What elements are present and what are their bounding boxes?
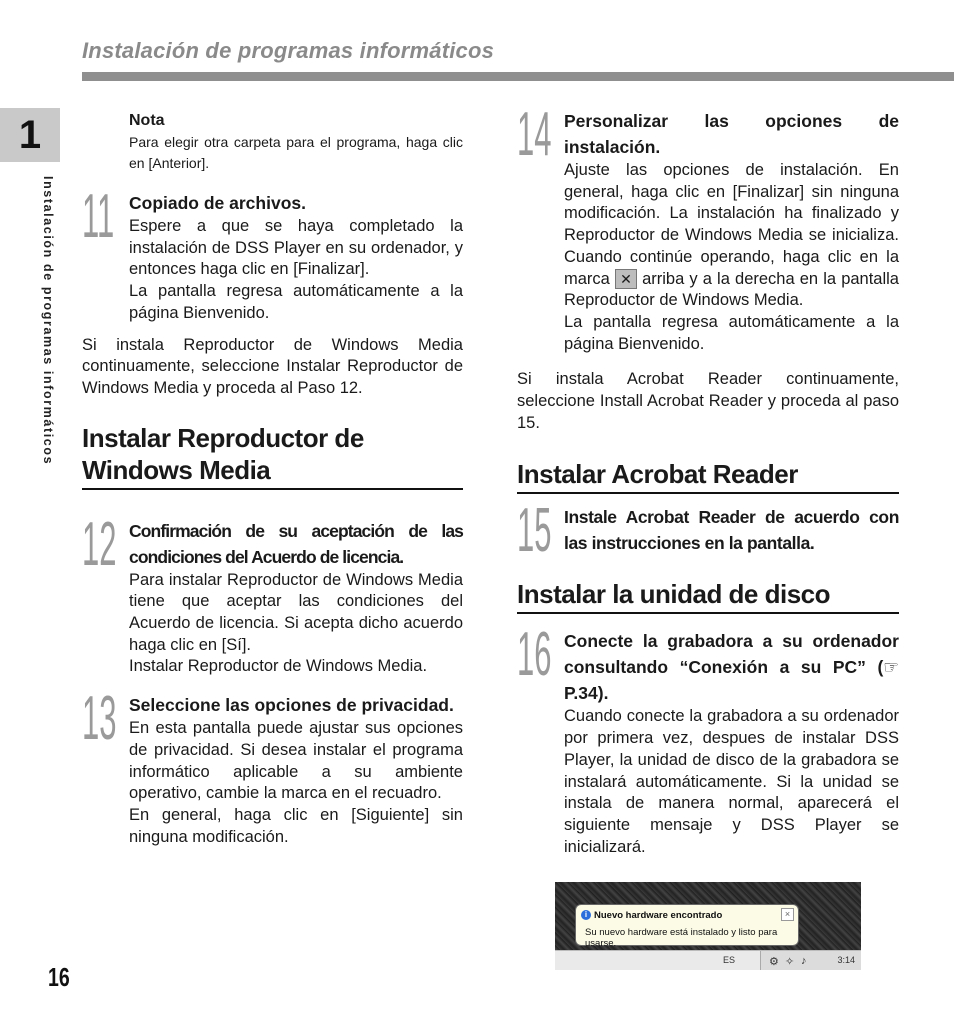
step-text: Para instalar Reproductor de Windows Media tiene que aceptar las condiciones del Acuerdo de licencia. Si acepta dicho acuerdo haga clic en [Sí].: [129, 570, 463, 654]
step-text: En esta pantalla puede ajustar sus opciones de privacidad. Si desea instalar el programa informático aplicable a su ambiente operativo, cambie la marca en el recuadro.: [129, 719, 463, 803]
step-title: Instale Acrobat Reader de acuerdo con las instrucciones en la pantalla.: [564, 507, 899, 554]
note-block: [129, 112, 463, 174]
step-15: [517, 496, 899, 566]
step-text: La pantalla regresa automáticamente a la página Bienvenido.: [129, 282, 463, 322]
right-column: [517, 100, 899, 970]
page-header-title: Instalación de programas informáticos: [82, 38, 495, 63]
clock: 3:14: [837, 955, 855, 966]
step-text: Cuando conecte la grabadora a su ordenador por primera vez, despues de instalar DSS Player, la unidad de disco de la grabadora se instalará automáticamente. Si la unidad se instala de manera normal, aparecerá el siguiente mensaje y DSS Player se inicializará.: [564, 707, 899, 856]
step-16: [517, 620, 899, 858]
step-title: [564, 628, 899, 706]
step-title: Seleccione las opciones de privacidad.: [129, 695, 454, 716]
taskbar: [555, 950, 861, 970]
section-title: Instalar Acrobat Reader: [517, 458, 899, 494]
step-14: [517, 100, 899, 355]
language-indicator: ES: [723, 955, 736, 966]
step-title: Confirmación de su aceptación de las condiciones del Acuerdo de licencia.: [129, 520, 463, 567]
step-number: 15: [517, 496, 552, 566]
step-number: 11: [82, 182, 115, 251]
step-title-part: P.34).: [564, 683, 609, 704]
step-title-part: Conecte la grabadora a su ordenador consultando “Conexión a su PC” (: [564, 631, 899, 678]
hand-pointer-icon: ☞: [883, 657, 899, 678]
network-icon: ✧: [785, 956, 795, 969]
close-x-icon: ✕: [615, 269, 637, 289]
step-title: Copiado de archivos.: [129, 193, 306, 213]
step-text: La pantalla regresa automáticamente a la página Bienvenido.: [564, 312, 899, 353]
step-text-part: Ajuste las opciones de instalación. En general, haga clic en [Finalizar] sin ninguna modificación. La instalación ha finalizado y Reproductor de Windows Media se inicializa. Cuando continúe operando, haga clic en la marca: [564, 161, 899, 288]
volume-icon: ♪: [801, 955, 807, 968]
hardware-icon: ⚙: [769, 956, 779, 969]
left-column: [82, 108, 463, 848]
screenshot-wrapper: [517, 882, 899, 970]
page-number: 16: [48, 962, 70, 992]
section-title: Instalar la unidad de disco: [517, 578, 899, 614]
step-number: 16: [517, 620, 552, 690]
step-11: [82, 182, 463, 325]
paragraph: Si instala Acrobat Reader continuamente, seleccione Install Acrobat Reader y proceda al paso 15.: [517, 370, 899, 432]
taskbar-screenshot: [555, 882, 861, 970]
header-rule: [82, 72, 954, 81]
system-tray: [760, 951, 861, 970]
paragraph: Si instala Reproductor de Windows Media continuamente, seleccione Instalar Reproductor de Windows Media y proceda al Paso 12.: [82, 335, 463, 397]
step-title: Personalizar las opciones de instalación.: [564, 111, 899, 157]
section-title: Instalar Reproductor de Windows Media: [82, 422, 463, 490]
info-icon: i: [581, 910, 591, 920]
chapter-side-label: Instalación de programas informáticos: [41, 176, 55, 466]
step-text: Espere a que se haya completado la instalación de DSS Player en su ordenador, y entonces haga clic en [Finalizar].: [129, 217, 463, 279]
step-text: En general, haga clic en [Siguiente] sin ninguna modificación.: [129, 805, 463, 846]
note-title: Nota: [129, 112, 165, 129]
chapter-number: 1: [18, 112, 42, 157]
step-text: Instalar Reproductor de Windows Media.: [129, 657, 428, 676]
step-13: [82, 684, 463, 848]
step-number: 13: [82, 684, 117, 754]
note-text: Para elegir otra carpeta para el programa, haga clic en [Anterior].: [129, 134, 463, 171]
notification-balloon: [575, 904, 799, 950]
close-icon: ×: [781, 908, 794, 921]
step-text-part: arriba y a la derecha en la pantalla Reproductor de Windows Media.: [564, 269, 899, 310]
chapter-tab: [0, 108, 60, 162]
balloon-text: Su nuevo hardware está instalado y listo para usarse.: [585, 927, 778, 950]
balloon-title: Nuevo hardware encontrado: [594, 910, 723, 922]
step-text: [564, 160, 899, 312]
step-number: 14: [517, 100, 552, 169]
step-12: [82, 509, 463, 679]
step-number: 12: [82, 509, 117, 579]
